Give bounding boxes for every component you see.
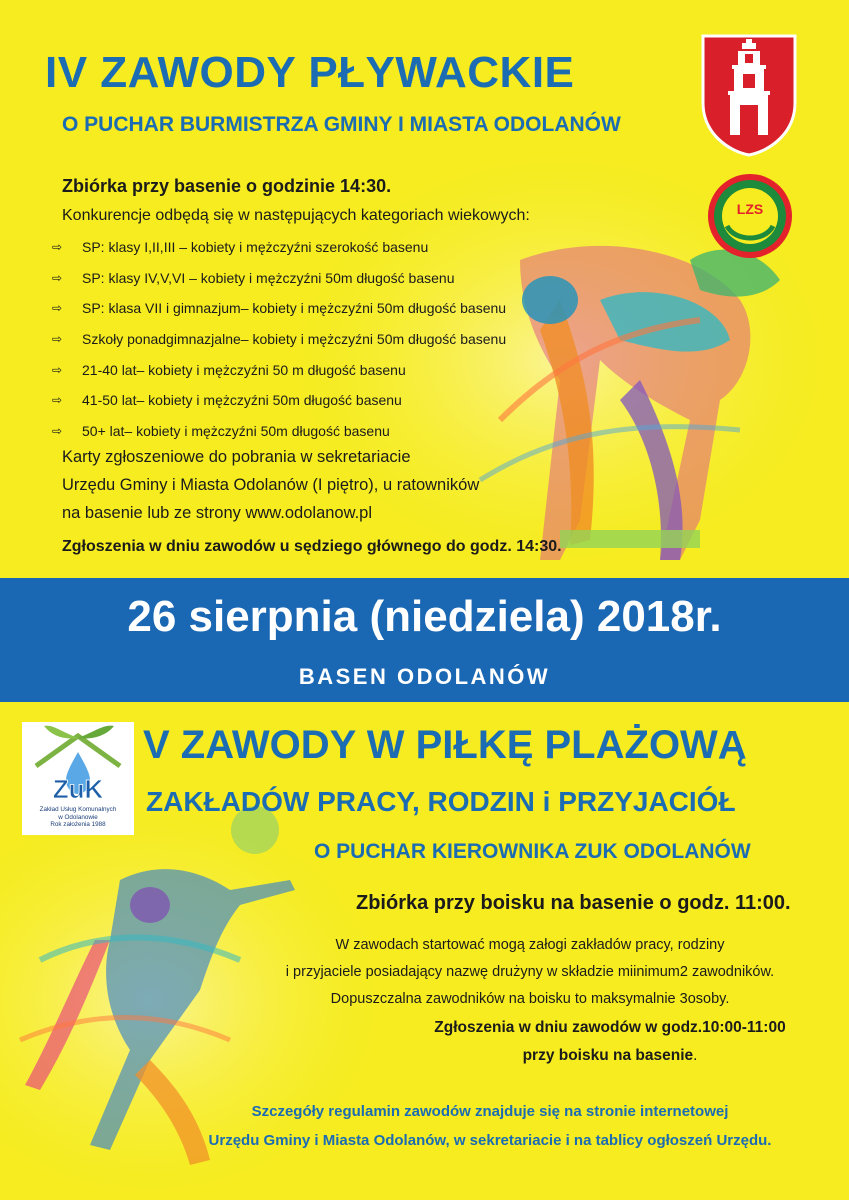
- lzs-logo-text: LZS: [736, 201, 764, 217]
- volleyball-description: W zawodach startować mogą załogi zakładów pracy, rodziny i przyjaciele posiadający nazwę drużyny w składzie miinimum2 zawodników. Dopuszczalna zawodników na boisku to maksymalnie 3osoby.: [285, 937, 775, 1007]
- swimming-subtitle: O PUCHAR BURMISTRZA GMINY I MIASTA ODOLANÓW: [62, 113, 621, 136]
- rules-info: Szczegóły regulamin zawodów znajduje się na stronie internetowej Urzędu Gminy i Miasta Odolanów, w sekretariacie i na tablicy ogłoszeń Urzędu.: [208, 1103, 772, 1149]
- zuk-logo-caption: Zakład Usług Komunalnych w Odolanowie Rok założenia 1988: [39, 806, 117, 828]
- age-category-list: [52, 232, 506, 446]
- lzs-logo: [705, 172, 795, 260]
- coat-of-arms-logo: [700, 33, 798, 158]
- list-item: ⇨ Szkoły ponadgimnazjalne– kobiety i mężczyźni 50m długość basenu: [52, 331, 507, 348]
- swimming-registration: Zgłoszenia w dniu zawodów u sędziego głównego do godz. 14:30.: [62, 538, 562, 555]
- volleyball-cup: O PUCHAR KIEROWNIKA ZUK ODOLANÓW: [314, 840, 751, 863]
- arrow-right-icon: ⇨: [52, 362, 63, 377]
- swimming-gathering: Zbiórka przy basenie o godzinie 14:30.: [62, 176, 392, 196]
- arrow-right-icon: ⇨: [52, 423, 63, 438]
- event-venue: BASEN ODOLANÓW: [298, 664, 551, 689]
- event-date: 26 sierpnia (niedziela) 2018r.: [127, 592, 722, 641]
- list-item: ⇨ 41-50 lat– kobiety i mężczyźni 50m długość basenu: [52, 392, 402, 409]
- zuk-logo-graphic: [22, 722, 134, 806]
- volleyball-registration: Zgłoszenia w dniu zawodów w godz.10:00-11:00 przy boisku na basenie.: [434, 1019, 786, 1064]
- volleyball-gathering: Zbiórka przy boisku na basenie o godz. 11:00.: [356, 892, 791, 914]
- list-item: ⇨ SP: klasy I,II,III – kobiety i mężczyźni szerokość basenu: [52, 239, 429, 256]
- zuk-logo-text: ZuK: [52, 774, 104, 804]
- arrow-right-icon: ⇨: [52, 332, 63, 347]
- arrow-right-icon: ⇨: [52, 393, 63, 408]
- list-item: ⇨ SP: klasa VII i gimnazjum– kobiety i mężczyźni 50m długość basenu: [52, 300, 507, 317]
- volleyball-subtitle: ZAKŁADÓW PRACY, RODZIN i PRZYJACIÓŁ: [146, 786, 736, 817]
- list-item: ⇨ 50+ lat– kobiety i mężczyźni 50m długość basenu: [52, 422, 390, 439]
- entry-forms-info: Karty zgłoszeniowe do pobrania w sekretariacie Urzędu Gminy i Miasta Odolanów (I piętro), u ratowników na basenie lub ze strony www.odolanow.pl: [62, 443, 479, 527]
- arrow-right-icon: ⇨: [52, 240, 63, 255]
- website-text: na basenie lub ze strony www.odolanow.pl: [62, 504, 373, 522]
- swimming-title: IV ZAWODY PŁYWACKIE: [45, 48, 575, 97]
- arrow-right-icon: ⇨: [52, 270, 63, 285]
- swimming-intro: Konkurencje odbędą się w następujących kategoriach wiekowych:: [62, 207, 530, 224]
- list-item: ⇨ SP: klasy IV,V,VI – kobiety i mężczyźni 50m długość basenu: [52, 269, 455, 286]
- list-item: ⇨ 21-40 lat– kobiety i mężczyźni 50 m długość basenu: [52, 361, 406, 378]
- arrow-right-icon: ⇨: [52, 301, 63, 316]
- volleyball-title: V ZAWODY W PIŁKĘ PLAŻOWĄ: [143, 723, 747, 767]
